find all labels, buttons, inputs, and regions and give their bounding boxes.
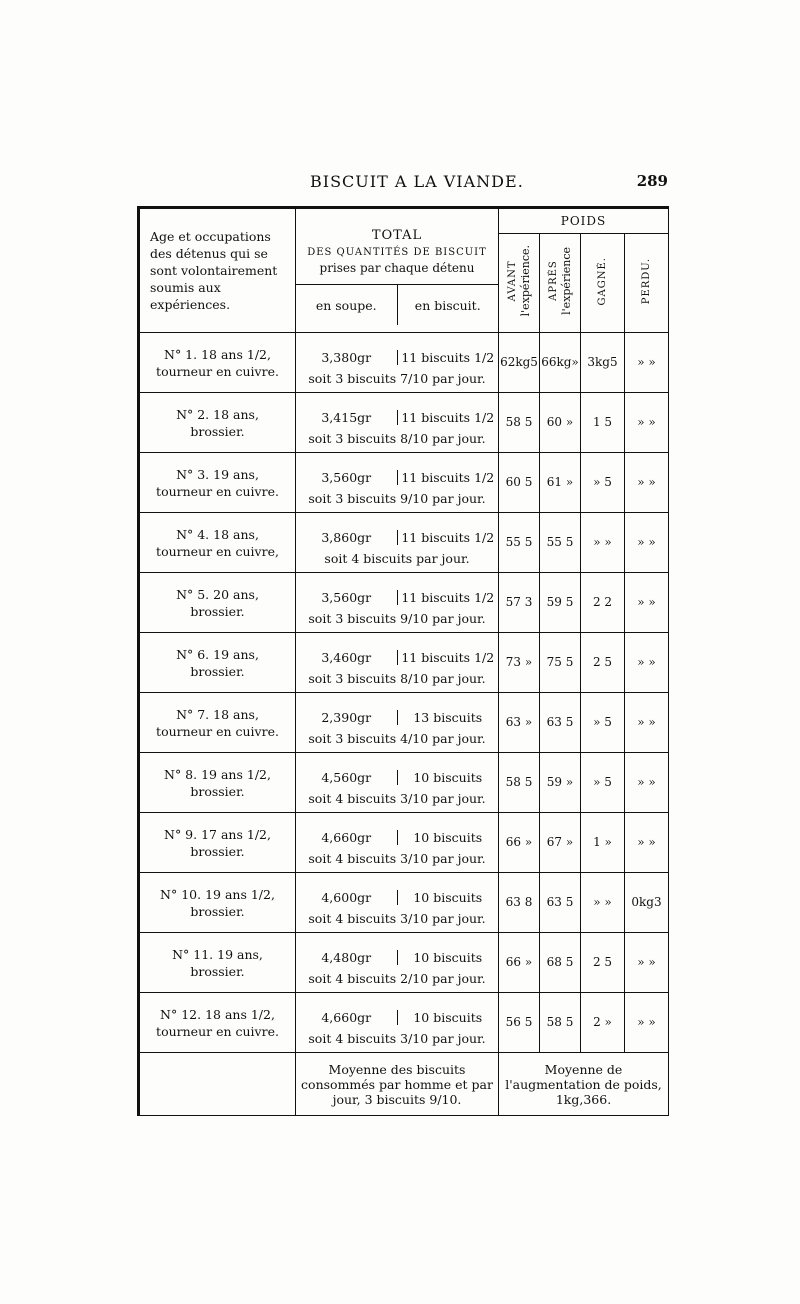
cell-apres: 55 5: [540, 513, 581, 573]
header-apres-sub: l'expérience: [560, 247, 573, 315]
cell-avant: 63 »: [499, 693, 540, 753]
cell-gagne: » »: [581, 513, 625, 573]
cell-biscuit: 11 biscuits 1/2: [401, 590, 495, 605]
cell-gagne: 2 2: [581, 573, 625, 633]
cell-age-occupation: [139, 633, 296, 693]
cell-total: [296, 453, 499, 513]
cell-occupation: brossier.: [190, 603, 245, 619]
cell-age-occupation: [139, 993, 296, 1053]
cell-no: N° 12.: [160, 1006, 202, 1022]
cell-total: [296, 573, 499, 633]
cell-age-occupation: [139, 873, 296, 933]
table-row: [139, 393, 669, 453]
table-row: [139, 573, 669, 633]
cell-avant: 66 »: [499, 933, 540, 993]
cell-total: [296, 633, 499, 693]
running-title: BISCUIT A LA VIANDE.: [310, 172, 524, 191]
header-avant-sub: l'expérience.: [519, 245, 532, 317]
cell-age-occupation: [139, 573, 296, 633]
cell-avant: 63 8: [499, 873, 540, 933]
cell-apres: 59 »: [540, 753, 581, 813]
cell-gagne: 1 5: [581, 393, 625, 453]
cell-no: N° 1.: [164, 346, 198, 362]
cell-gagne: 2 5: [581, 633, 625, 693]
cell-gagne: 2 »: [581, 993, 625, 1053]
cell-perdu: » »: [625, 993, 669, 1053]
cell-apres: 60 »: [540, 393, 581, 453]
cell-avant: 62kg5: [499, 333, 540, 393]
cell-soupe: 3,415gr: [296, 410, 398, 425]
cell-soupe: 3,380gr: [296, 350, 398, 365]
cell-apres: 63 5: [540, 693, 581, 753]
cell-occupation: brossier.: [190, 843, 245, 859]
cell-total: [296, 933, 499, 993]
cell-biscuit: 13 biscuits: [413, 710, 483, 725]
cell-age: 20 ans,: [213, 586, 259, 602]
cell-age: 19 ans,: [213, 646, 259, 662]
cell-biscuit: 11 biscuits 1/2: [401, 650, 495, 665]
cell-perdu: » »: [625, 933, 669, 993]
header-perdu: [625, 234, 669, 333]
cell-gagne: » 5: [581, 753, 625, 813]
cell-per-day: soit 4 biscuits 3/10 par jour.: [308, 851, 486, 866]
table-row: [139, 633, 669, 693]
header-total: [296, 208, 499, 333]
cell-biscuit: 10 biscuits: [413, 890, 483, 905]
cell-gagne: » 5: [581, 453, 625, 513]
cell-perdu: » »: [625, 813, 669, 873]
cell-gagne: 1 »: [581, 813, 625, 873]
cell-per-day: soit 3 biscuits 9/10 par jour.: [308, 611, 486, 626]
cell-total: [296, 513, 499, 573]
cell-total: [296, 333, 499, 393]
cell-avant: 57 3: [499, 573, 540, 633]
cell-age: 19 ans 1/2,: [205, 886, 275, 902]
table-row: [139, 993, 669, 1053]
header-gagne: [581, 234, 625, 333]
cell-perdu: » »: [625, 573, 669, 633]
table-row: [139, 693, 669, 753]
cell-gagne: 3kg5: [581, 333, 625, 393]
header-perdu-label: PERDU.: [641, 257, 652, 305]
cell-age: 18 ans 1/2,: [205, 1006, 275, 1022]
cell-age: 17 ans 1/2,: [201, 826, 271, 842]
cell-per-day: soit 3 biscuits 9/10 par jour.: [308, 491, 486, 506]
cell-biscuit: 10 biscuits: [413, 950, 483, 965]
cell-age: 18 ans,: [213, 526, 259, 542]
cell-total: [296, 753, 499, 813]
cell-age: 18 ans,: [213, 406, 259, 422]
cell-age: 18 ans 1/2,: [201, 346, 271, 362]
cell-age-occupation: [139, 453, 296, 513]
cell-perdu: » »: [625, 333, 669, 393]
cell-no: N° 6.: [176, 646, 210, 662]
cell-biscuit: 11 biscuits 1/2: [401, 530, 495, 545]
cell-total: [296, 813, 499, 873]
header-total-split: [296, 284, 498, 325]
cell-gagne: 2 5: [581, 933, 625, 993]
cell-total: [296, 393, 499, 453]
cell-no: N° 9.: [164, 826, 198, 842]
header-apres-label: APRÈS: [548, 260, 559, 302]
header-poids: POIDS: [499, 208, 669, 234]
cell-occupation: brossier.: [190, 783, 245, 799]
cell-avant: 73 »: [499, 633, 540, 693]
cell-per-day: soit 4 biscuits 3/10 par jour.: [308, 1031, 486, 1046]
cell-no: N° 7.: [176, 706, 210, 722]
cell-biscuit: 10 biscuits: [413, 830, 483, 845]
cell-age: 19 ans 1/2,: [201, 766, 271, 782]
table-footer-row: [139, 1053, 669, 1116]
cell-occupation: brossier.: [190, 903, 245, 919]
cell-per-day: soit 4 biscuits 3/10 par jour.: [308, 791, 486, 806]
cell-total: [296, 993, 499, 1053]
cell-perdu: » »: [625, 453, 669, 513]
cell-per-day: soit 3 biscuits 7/10 par jour.: [308, 371, 486, 386]
cell-age: 19 ans,: [217, 946, 263, 962]
page-header: [140, 172, 668, 194]
cell-total: [296, 873, 499, 933]
cell-perdu: » »: [625, 513, 669, 573]
cell-apres: 58 5: [540, 993, 581, 1053]
cell-per-day: soit 3 biscuits 8/10 par jour.: [308, 671, 486, 686]
cell-gagne: » »: [581, 873, 625, 933]
cell-age: 19 ans,: [213, 466, 259, 482]
header-total-sub2: prises par chaque détenu: [319, 261, 475, 275]
table-row: [139, 813, 669, 873]
cell-occupation: tourneur en cuivre.: [156, 483, 279, 499]
cell-no: N° 8.: [164, 766, 198, 782]
cell-age-occupation: [139, 393, 296, 453]
cell-perdu: » »: [625, 753, 669, 813]
cell-soupe: 3,460gr: [296, 650, 398, 665]
cell-occupation: brossier.: [190, 423, 245, 439]
cell-biscuit: 10 biscuits: [413, 770, 483, 785]
cell-per-day: soit 4 biscuits 3/10 par jour.: [308, 911, 486, 926]
cell-no: N° 2.: [176, 406, 210, 422]
cell-age-occupation: [139, 753, 296, 813]
cell-per-day: soit 4 biscuits 2/10 par jour.: [308, 971, 486, 986]
cell-soupe: 4,600gr: [296, 890, 398, 905]
header-gagne-label: GAGNÉ.: [597, 256, 608, 306]
cell-no: N° 4.: [176, 526, 210, 542]
table-row: [139, 333, 669, 393]
cell-avant: 56 5: [499, 993, 540, 1053]
footer-moyenne-biscuits: Moyenne des biscuits consommés par homme et par jour, 3 biscuits 9/10.: [296, 1053, 499, 1116]
header-avant: [499, 234, 540, 333]
cell-soupe: 3,560gr: [296, 470, 398, 485]
cell-apres: 68 5: [540, 933, 581, 993]
footer-moyenne-poids: Moyenne de l'augmentation de poids, 1kg,366.: [499, 1053, 669, 1116]
table-row: [139, 753, 669, 813]
cell-age-occupation: [139, 513, 296, 573]
cell-biscuit: 11 biscuits 1/2: [401, 350, 495, 365]
cell-occupation: tourneur en cuivre.: [156, 723, 279, 739]
data-table: [137, 206, 669, 1116]
cell-perdu: » »: [625, 393, 669, 453]
cell-age-occupation: [139, 933, 296, 993]
cell-soupe: 3,560gr: [296, 590, 398, 605]
cell-no: N° 3.: [176, 466, 210, 482]
cell-occupation: brossier.: [190, 663, 245, 679]
table-row: [139, 453, 669, 513]
cell-age-occupation: [139, 333, 296, 393]
cell-soupe: 4,560gr: [296, 770, 398, 785]
cell-total: [296, 693, 499, 753]
table-row: [139, 933, 669, 993]
header-en-biscuit: en biscuit.: [414, 297, 481, 313]
cell-occupation: tourneur en cuivre,: [156, 543, 279, 559]
cell-occupation: tourneur en cuivre.: [156, 363, 279, 379]
cell-avant: 55 5: [499, 513, 540, 573]
cell-per-day: soit 4 biscuits par jour.: [324, 551, 470, 566]
cell-perdu: » »: [625, 633, 669, 693]
cell-no: N° 5.: [176, 586, 210, 602]
cell-age: 18 ans,: [213, 706, 259, 722]
cell-soupe: 3,860gr: [296, 530, 398, 545]
header-total-sub: DES QUANTITÉS DE BISCUIT: [307, 247, 487, 258]
header-total-title: TOTAL: [371, 228, 423, 243]
cell-biscuit: 11 biscuits 1/2: [401, 410, 495, 425]
cell-apres: 75 5: [540, 633, 581, 693]
cell-apres: 61 »: [540, 453, 581, 513]
table-row: [139, 513, 669, 573]
cell-apres: 59 5: [540, 573, 581, 633]
cell-soupe: 2,390gr: [296, 710, 398, 725]
header-apres: [540, 234, 581, 333]
cell-age-occupation: [139, 693, 296, 753]
cell-perdu: » »: [625, 693, 669, 753]
cell-avant: 58 5: [499, 753, 540, 813]
cell-age-occupation: [139, 813, 296, 873]
cell-avant: 60 5: [499, 453, 540, 513]
cell-perdu: 0kg3: [625, 873, 669, 933]
cell-per-day: soit 3 biscuits 4/10 par jour.: [308, 731, 486, 746]
page-number: 289: [636, 172, 668, 190]
cell-biscuit: 10 biscuits: [413, 1010, 483, 1025]
cell-avant: 58 5: [499, 393, 540, 453]
cell-occupation: brossier.: [190, 963, 245, 979]
cell-soupe: 4,660gr: [296, 830, 398, 845]
footer-empty-cell: [139, 1053, 296, 1116]
cell-per-day: soit 3 biscuits 8/10 par jour.: [308, 431, 486, 446]
cell-gagne: » 5: [581, 693, 625, 753]
cell-apres: 63 5: [540, 873, 581, 933]
table-body: [139, 333, 669, 1116]
cell-apres: 66kg»: [540, 333, 581, 393]
cell-avant: 66 »: [499, 813, 540, 873]
cell-no: N° 10.: [160, 886, 202, 902]
header-age-occupation: Age et occupations des détenus qui se sont volontairement soumis aux expériences.: [139, 208, 296, 333]
cell-biscuit: 11 biscuits 1/2: [401, 470, 495, 485]
header-avant-label: AVANT: [507, 260, 518, 302]
cell-apres: 67 »: [540, 813, 581, 873]
cell-soupe: 4,480gr: [296, 950, 398, 965]
cell-no: N° 11.: [172, 946, 214, 962]
header-en-soupe: en soupe.: [296, 285, 398, 325]
table-row: [139, 873, 669, 933]
cell-soupe: 4,660gr: [296, 1010, 398, 1025]
cell-occupation: tourneur en cuivre.: [156, 1023, 279, 1039]
